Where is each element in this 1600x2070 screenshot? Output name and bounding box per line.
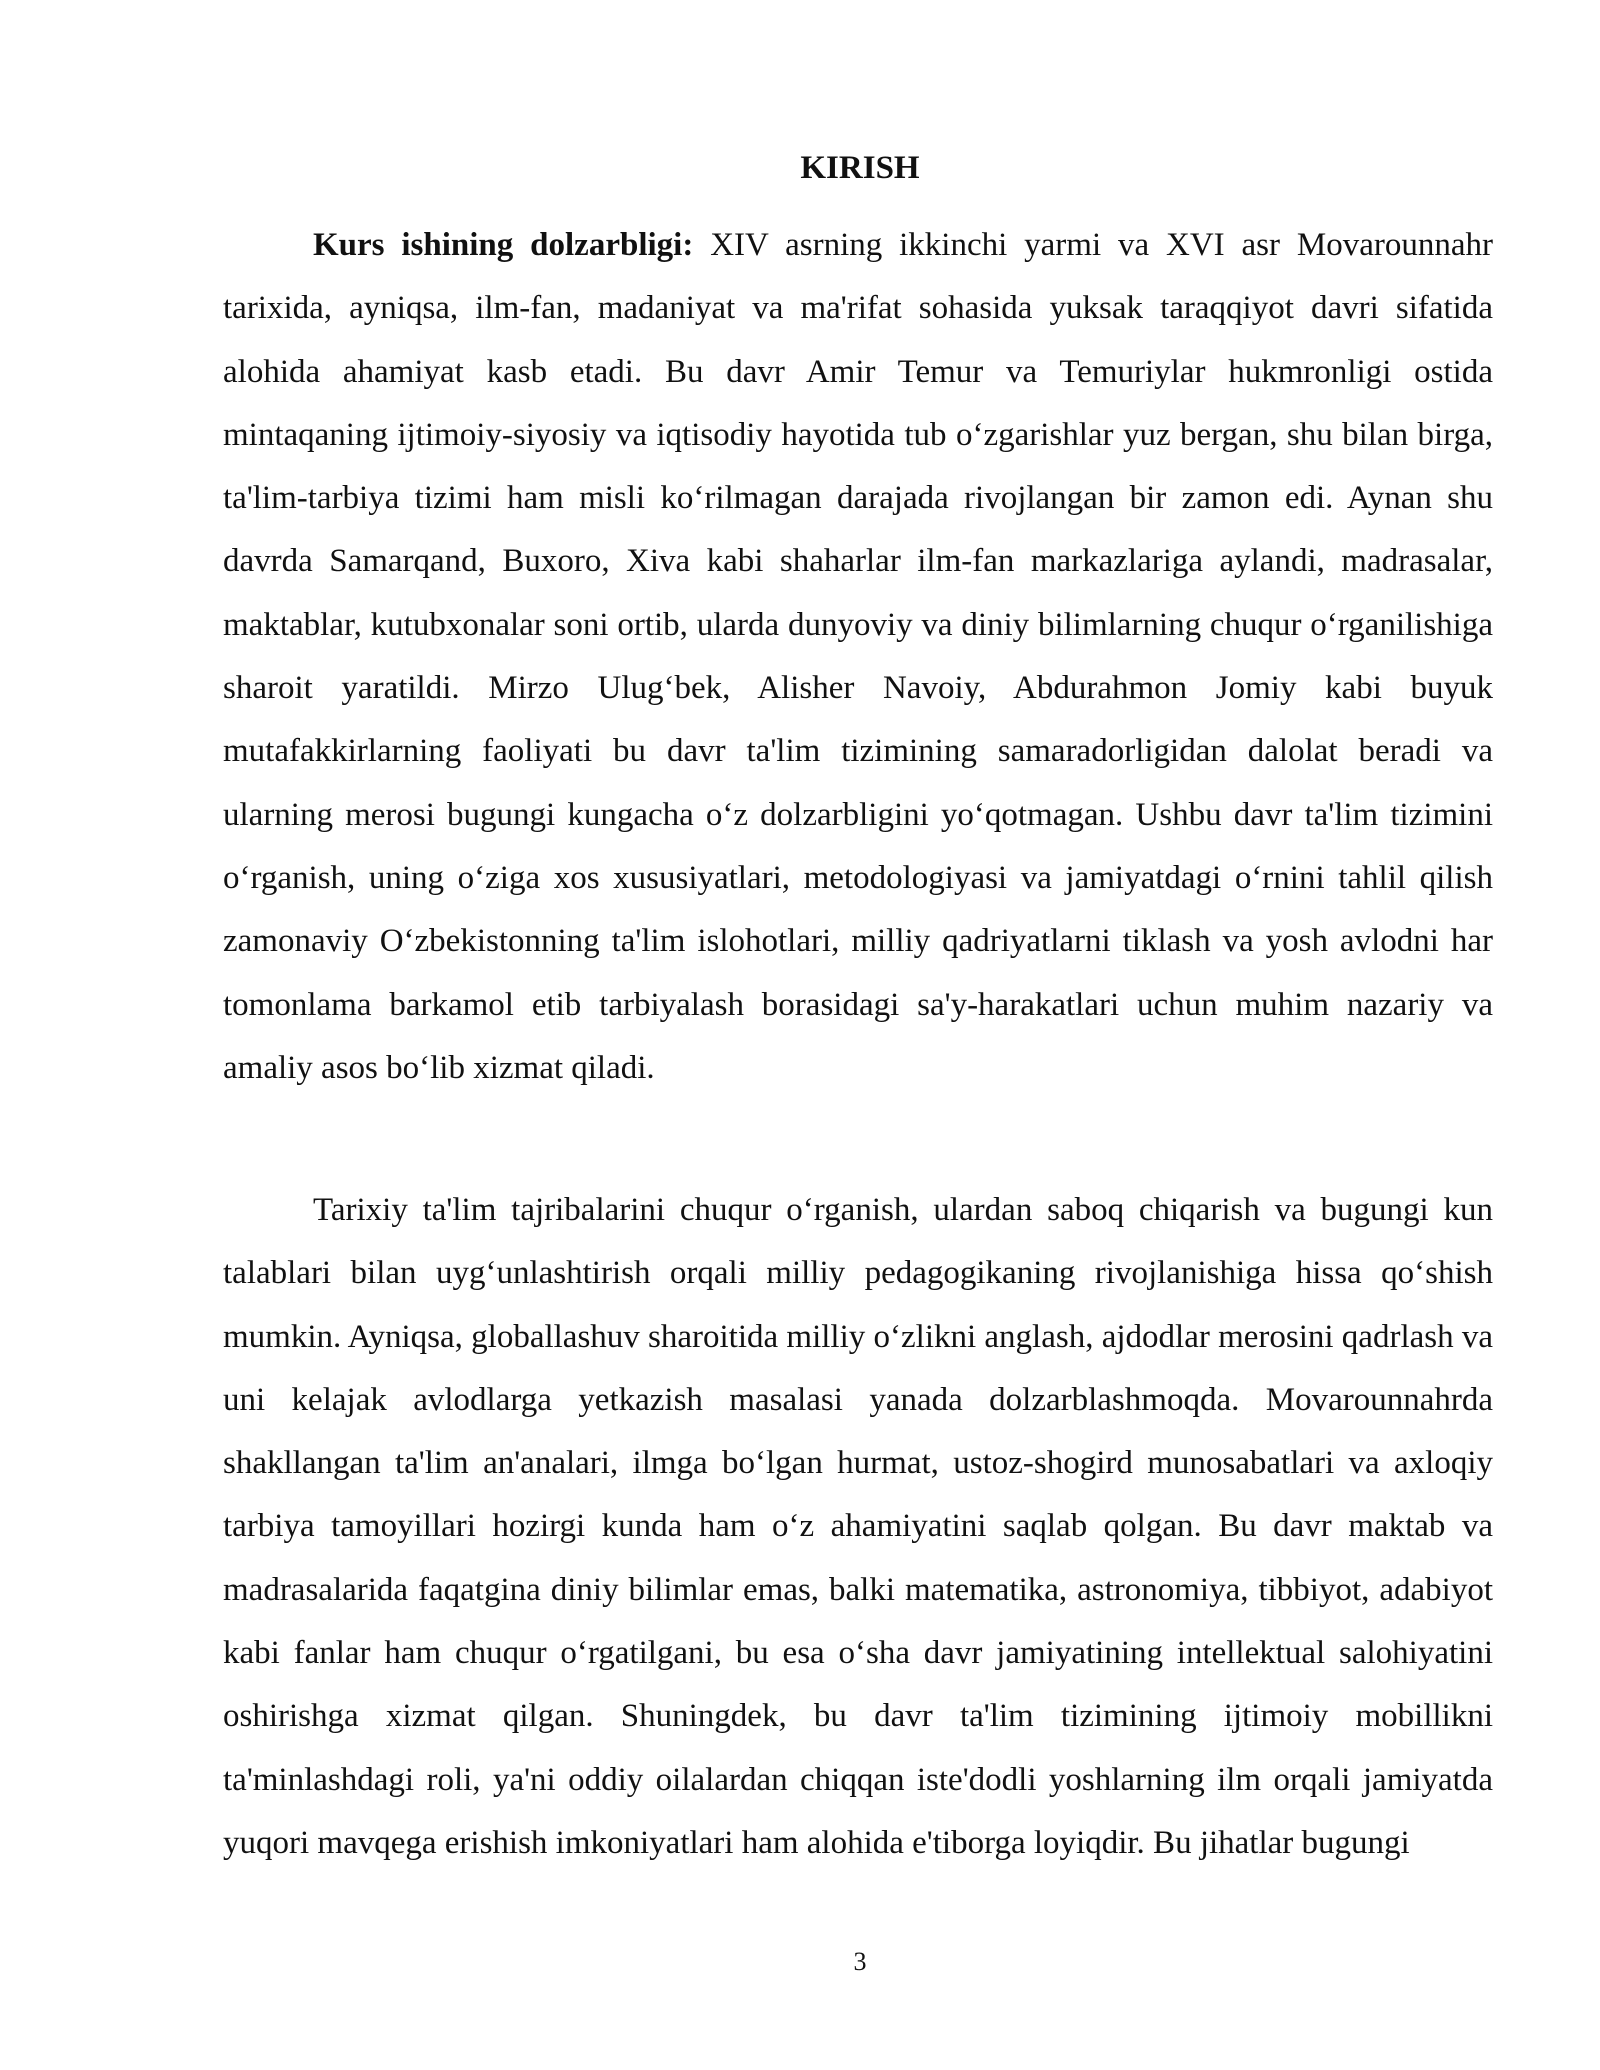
paragraph-historical-experience: Tarixiy ta'lim tajribalarini chuqur o‘rganish, ulardan saboq chiqarish va bugungi kun talablari bilan uyg‘unlashtirish orqali milliy pedagogikaning rivojlanishiga hissa qo‘shish mumkin. Ayniqsa, globallashuv sharoitida milliy o‘zlikni anglash, ajdodlar merosini qadrlash va uni kelajak avlodlarga yetkazish masalasi yanada dolzarblashmoqda. Movarounnahrda shakllangan ta'lim an'analari, ilmga bo‘lgan hurmat, ustoz-shogird munosabatlari va axloqiy tarbiya tamoyillari hozirgi kunda ham o‘z ahamiyatini saqlab qolgan. Bu davr maktab va madrasalarida faqatgina diniy bilimlar emas, balki matematika, astronomiya, tibbiyot, adabiyot kabi fanlar ham chuqur o‘rgatilgani, bu esa o‘sha davr jamiyatining intellektual salohiyatini oshirishga xizmat qilgan. Shuningdek, bu davr ta'lim tizimining ijtimoiy mobillikni ta'minlashdagi roli, ya'ni oddiy oilalardan chiqqan iste'dodli yoshlarning ilm orqali jamiyatda yuqori mavqega erishish imkoniyatlari ham alohida e'tiborga loyiqdir. Bu jihatlar bugungi — [223, 1192, 1494, 1861]
paragraph-relevance — [223, 214, 1493, 1100]
paragraph-text: XIV asrning ikkinchi yarmi va XVI asr Movarounnahr tarixida, ayniqsa, ilm-fan, madaniyat va ma'rifat sohasida yuksak taraqqiyot davri sifatida alohida ahamiyat kasb etadi. Bu davr Amir Temur va Temuriylar hukmronligi ostida mintaqaning ijtimoiy-siyosiy va iqtisodiy hayotida tub o‘zgarishlar yuz bergan, shu bilan birga, ta'lim-tarbiya tizimi ham misli ko‘rilmagan darajada rivojlangan bir zamon edi. Aynan shu davrda Samarqand, Buxoro, Xiva kabi shaharlar ilm-fan markazlariga aylandi, madrasalar, maktablar, kutubxonalar soni ortib, ularda dunyoviy va diniy bilimlarning chuqur o‘rganilishiga sharoit yaratildi. Mirzo Ulug‘bek, Alisher Navoiy, Abdurahmon Jomiy kabi buyuk mutafakkirlarning faoliyati bu davr ta'lim tizimining samaradorligidan dalolat beradi va ularning merosi bugungi kungacha o‘z dolzarbligini yo‘qotmagan. Ushbu davr ta'lim tizimini o‘rganish, uning o‘ziga xos xususiyatlari, metodologiyasi va jamiyatdagi o‘rnini tahlil qilish zamonaviy O‘zbekistonning ta'lim islohotlari, milliy qadriyatlarni tiklash va yosh avlodni har tomonlama barkamol etib tarbiyalash borasidagi sa'y-harakatlari uchun muhim nazariy va amaliy asos bo‘lib xizmat qiladi. — [223, 227, 1493, 1086]
section-heading: KIRISH — [800, 150, 920, 186]
page-number: 3 — [853, 1947, 867, 1976]
paragraph-lead: Kurs ishining dolzarbligi: — [313, 227, 694, 263]
